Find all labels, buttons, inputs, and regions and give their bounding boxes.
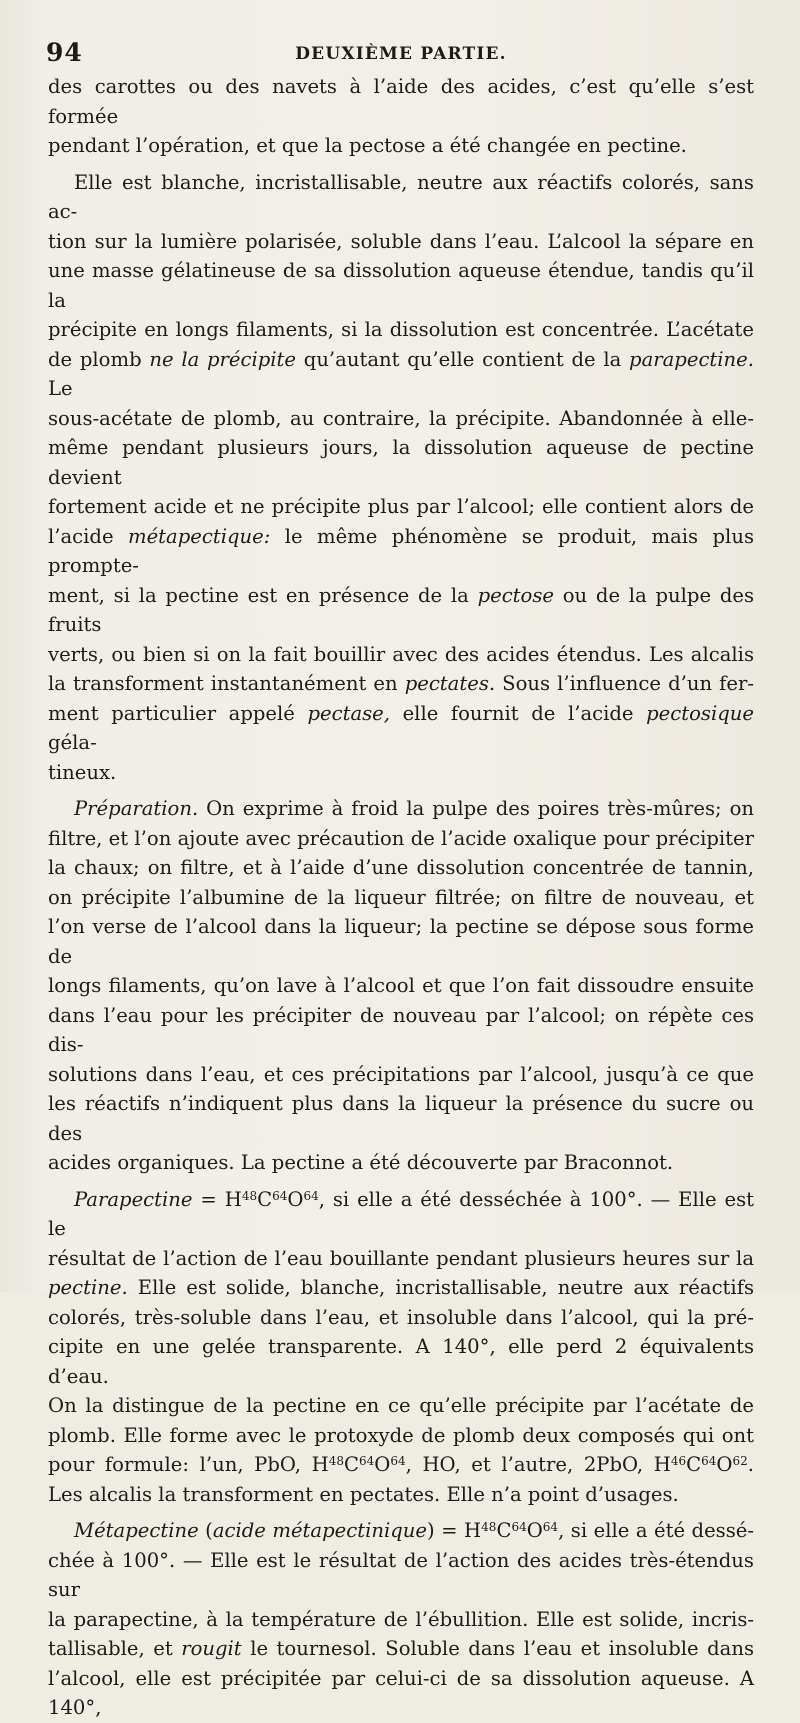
text-line: pour formule: l’un, PbO, $H^{48}C^{64}O^{64}$, HO, et l’autre, 2PbO, $H^{46}C^{64}O^{62}$. <box>48 1453 754 1476</box>
text-line: Elle est blanche, incristallisable, neutre aux réactifs colorés, sans ac- <box>48 170 754 223</box>
text-line: l’acide métapectique: le même phénomène se produit, mais plus prompte- <box>48 524 754 577</box>
paragraph-metapectine <box>48 1516 754 1723</box>
text-line: tion sur la lumière polarisée, soluble dans l’eau. L’alcool la sépare en <box>48 229 754 253</box>
running-title: DEUXIÈME PARTIE. <box>295 44 507 64</box>
text-line: la transforment instantanément en pectates. Sous l’influence d’un fer- <box>48 672 754 695</box>
text-line: ment particulier appelé pectase, elle fournit de l’acide pectosique géla- <box>48 701 754 754</box>
text-line: Parapectine = $H^{48}C^{64}O^{64}$, si elle a été desséchée à 100°. — Elle est le <box>48 1187 755 1240</box>
text-line: même pendant plusieurs jours, la dissolution aqueuse de pectine devient <box>48 436 754 489</box>
text-line: tineux. <box>48 760 117 784</box>
paragraph-continuation <box>48 72 754 161</box>
text-line: sous-acétate de plomb, au contraire, la précipite. Abandonnée à elle- <box>48 406 754 430</box>
text-line: verts, ou bien si on la fait bouillir avec des acides étendus. Les alcalis <box>48 642 754 666</box>
paragraph-preparation <box>48 794 754 1178</box>
text-line: l’alcool, elle est précipitée par celui-ci de sa dissolution aqueuse. A 140°, <box>48 1666 754 1719</box>
text-line: pectine. Elle est solide, blanche, incristallisable, neutre aux réactifs <box>48 1276 754 1299</box>
page-body <box>48 72 754 1723</box>
text-line: tallisable, et rougit le tournesol. Soluble dans l’eau et insoluble dans <box>48 1637 755 1660</box>
text-line: plomb. Elle forme avec le protoxyde de plomb deux composés qui ont <box>48 1423 754 1447</box>
text-line: chée à 100°. — Elle est le résultat de l’action des acides très-étendus sur <box>48 1548 754 1601</box>
text-line: longs filaments, qu’on lave à l’alcool et que l’on fait dissoudre ensuite <box>48 974 754 997</box>
page-number: 94 <box>46 38 83 67</box>
text-line: de plomb ne la précipite qu’autant qu’elle contient de la parapectine. Le <box>48 347 754 400</box>
text-line: la chaux; on filtre, et à l’aide d’une dissolution concentrée de tannin, <box>48 856 754 879</box>
text-line: filtre, et l’on ajoute avec précaution de l’acide oxalique pour précipiter <box>48 826 754 850</box>
text-line: Métapectine (acide métapectinique) = $H^{48}C^{64}O^{64}$, si elle a été dessé- <box>74 1519 755 1542</box>
text-line: fortement acide et ne précipite plus par l’alcool; elle contient alors de <box>48 495 754 518</box>
text-line: colorés, très-soluble dans l’eau, et insoluble dans l’alcool, qui la pré- <box>48 1305 754 1329</box>
text-line: dans l’eau pour les précipiter de nouveau par l’alcool; on répète ces dis- <box>48 1003 754 1056</box>
text-line: précipite en longs filaments, si la dissolution est concentrée. L’acétate <box>48 318 754 341</box>
text-line: une masse gélatineuse de sa dissolution aqueuse étendue, tandis qu’il la <box>48 259 754 312</box>
text-line: On la distingue de la pectine en ce qu’elle précipite par l’acétate de <box>48 1394 754 1417</box>
paragraph-parapectine <box>48 1185 754 1510</box>
text-line: la parapectine, à la température de l’ébullition. Elle est solide, incris- <box>48 1607 754 1631</box>
text-line: Les alcalis la transforment en pectates. Elle n’a point d’usages. <box>48 1482 679 1506</box>
text-line: les réactifs n’indiquent plus dans la liqueur la présence du sucre ou des <box>48 1092 754 1145</box>
text-line: des carottes ou des navets à l’aide des acides, c’est qu’elle s’est formée <box>48 75 754 128</box>
text-line: cipite en une gelée transparente. A 140°, elle perd 2 équivalents d’eau. <box>48 1335 754 1388</box>
text-line: pendant l’opération, et que la pectose a été changée en pectine. <box>48 134 687 157</box>
text-line: ment, si la pectine est en présence de la pectose ou de la pulpe des fruits <box>48 583 755 636</box>
text-line: solutions dans l’eau, et ces précipitations par l’alcool, jusqu’à ce que <box>48 1062 754 1086</box>
text-line: résultat de l’action de l’eau bouillante pendant plusieurs heures sur la <box>48 1246 754 1270</box>
page-header <box>46 38 756 70</box>
text-line: Préparation. On exprime à froid la pulpe des poires très-mûres; on <box>74 797 754 820</box>
text-line: on précipite l’albumine de la liqueur filtrée; on filtre de nouveau, et <box>48 885 754 909</box>
paragraph-pectine-properties <box>48 168 754 788</box>
text-line: acides organiques. La pectine a été découverte par Braconnot. <box>48 1151 674 1174</box>
text-line: l’on verse de l’alcool dans la liqueur; la pectine se dépose sous forme de <box>48 915 754 968</box>
